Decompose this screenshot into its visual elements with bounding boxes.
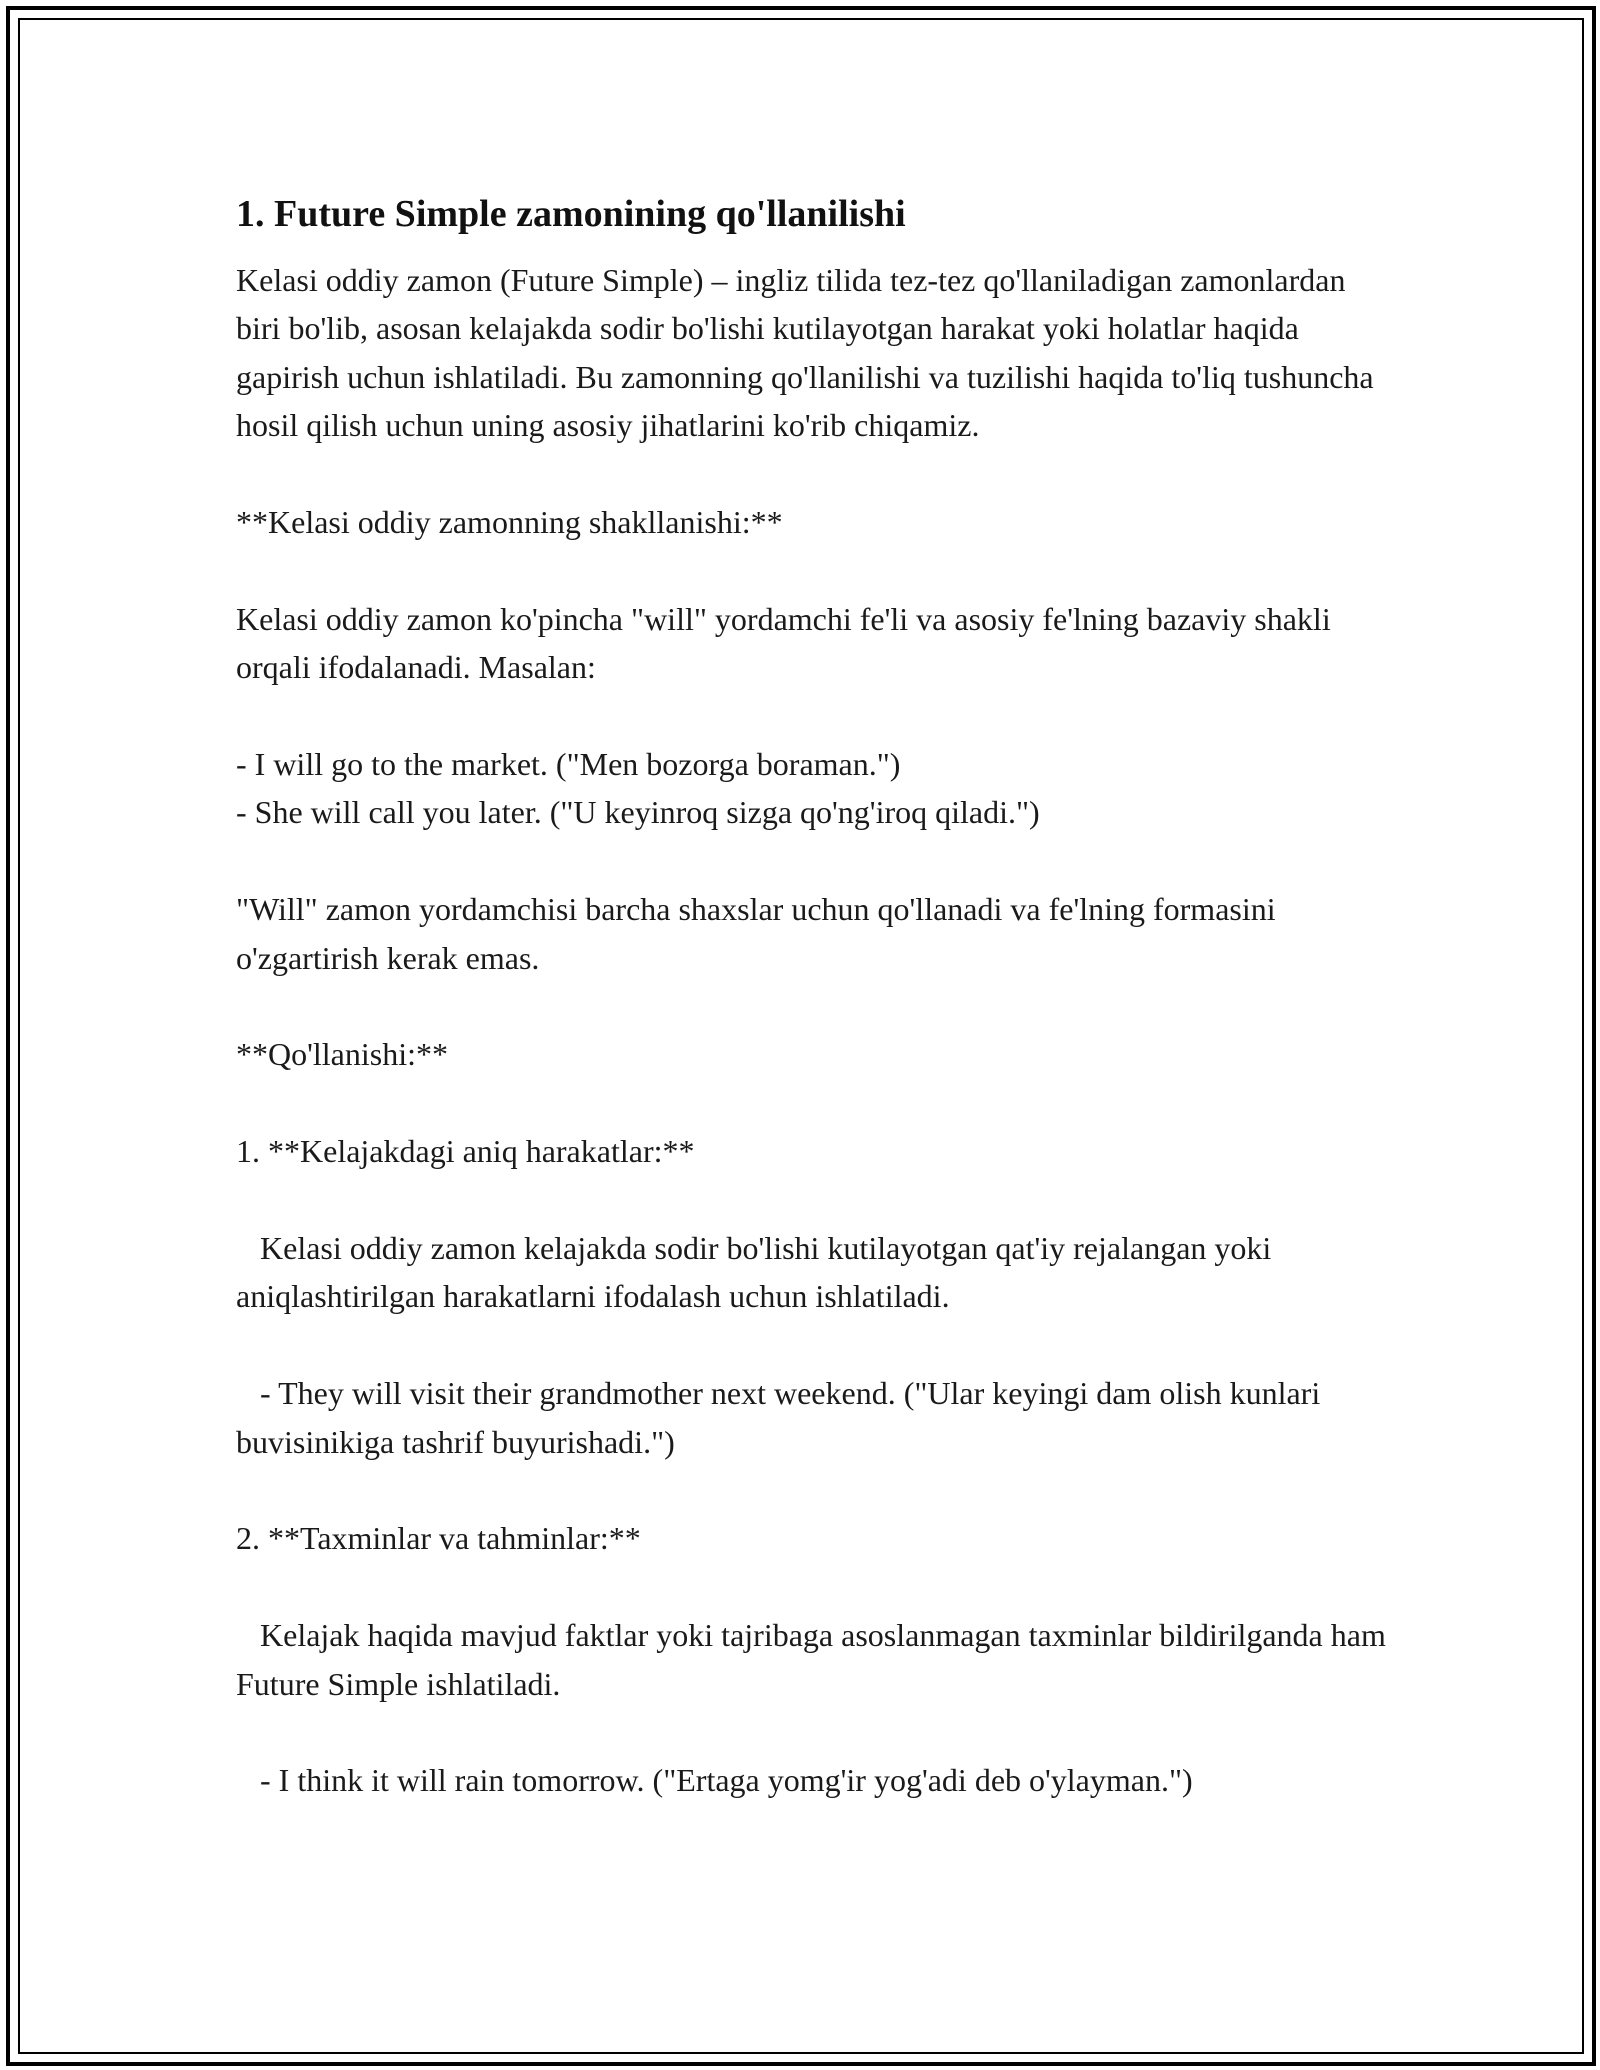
usage-heading: **Qo'llanishi:** [236,1036,448,1073]
document-title: 1. Future Simple zamonining qo'llanilishi [236,193,906,235]
usage-item-text: Kelasi oddiy zamon kelajakda sodir bo'lishi kutilayotgan qat'iy rejalangan yoki aniqlashtirilgan harakatlarni ifodalash uchun ishlatiladi. [236,1230,1280,1315]
formation-heading: **Kelasi oddiy zamonning shakllanishi:** [236,504,783,541]
usage-item-text: Kelajak haqida mavjud faktlar yoki tajribaga asoslanmagan taxminlar bildirilganda ham Future Simple ishlatiladi. [236,1617,1394,1702]
intro-paragraph: Kelasi oddiy zamon (Future Simple) – ingliz tilida tez-tez qo'llaniladigan zamonlardan biri bo'lib, asosan kelajakda sodir bo'lishi kutilayotgan harakat yoki holatlar haqida gapirish uchun ishlatiladi. Bu zamonning qo'llanilishi va tuzilishi haqida to'liq tushuncha hosil qilish uchun uning asosiy jihatlarini ko'rib chiqamiz. [236,262,1382,444]
usage-item-example: - I think it will rain tomorrow. ("Ertaga yomg'ir yog'adi deb o'ylayman.") [260,1762,1193,1799]
usage-item-heading: 1. **Kelajakdagi aniq harakatlar:** [236,1133,695,1170]
formation-example: - I will go to the market. ("Men bozorga boraman.") [236,746,901,783]
usage-item-heading: 2. **Taxminlar va tahminlar:** [236,1520,641,1557]
formation-example: - She will call you later. ("U keyinroq sizga qo'ng'iroq qiladi.") [236,794,1040,831]
formation-paragraph: Kelasi oddiy zamon ko'pincha "will" yordamchi fe'li va asosiy fe'lning bazaviy shakli orqali ifodalanadi. Masalan: [236,600,1339,686]
document-body [236,184,1396,1853]
usage-item-example: - They will visit their grandmother next weekend. ("Ular keyingi dam olish kunlari buvisinikiga tashrif buyurishadi.") [236,1375,1329,1460]
will-note-paragraph: "Will" zamon yordamchisi barcha shaxslar uchun qo'llanadi va fe'lning formasini o'zgartirish kerak emas. [236,891,1284,976]
